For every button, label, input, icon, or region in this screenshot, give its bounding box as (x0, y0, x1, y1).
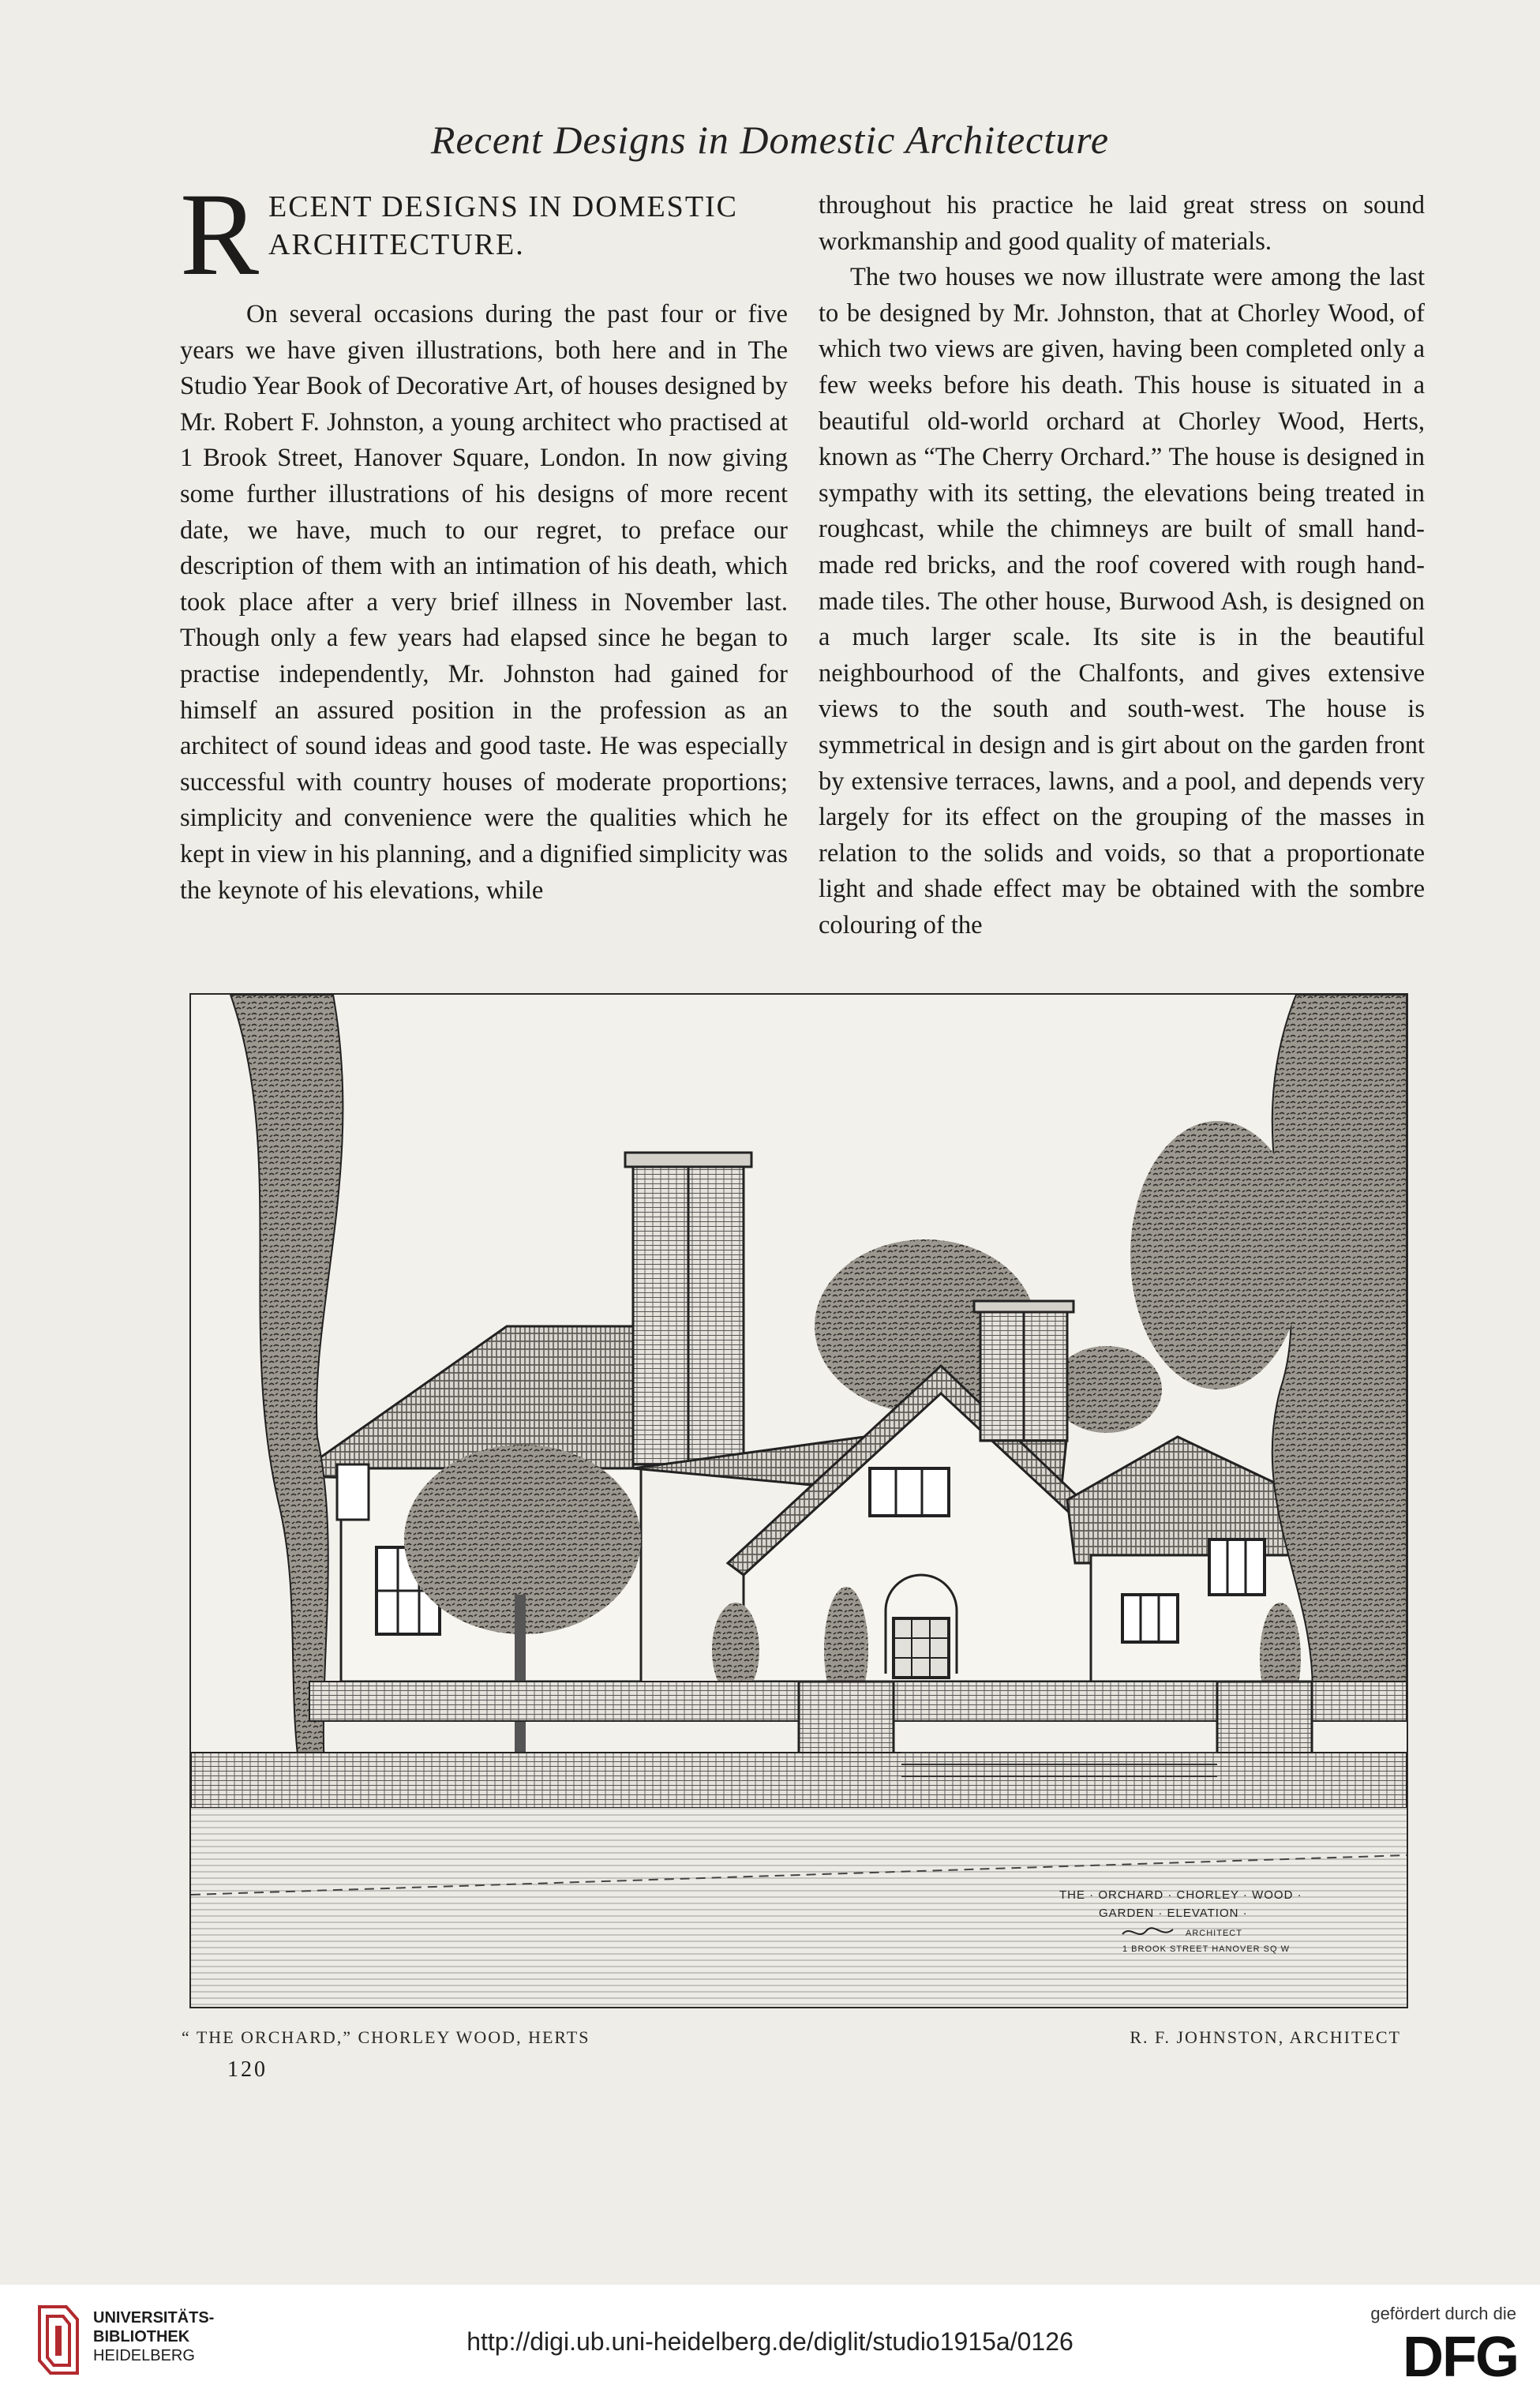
inscription-address: 1 BROOK STREET HANOVER SQ W (1122, 1944, 1290, 1954)
body-paragraph: The two houses we now illustrate were among the last to be designed by Mr. Johnston, that at Chorley Wood, of which two views are given, having been completed only a few weeks before his death. This house is situated in a beautiful old-world orchard at Chorley Wood, Herts, known as “The Cherry Orchard.” The house is designed in sympathy with its setting, the elevations being treated in roughcast, while the chimneys are built of small hand-made red bricks, and the roof covered with rough hand-made tiles. The other house, Burwood Ash, is designed on a much larger scale. Its site is in the beautiful neighbourhood of the Chalfonts, and gives extensive views to the south and south-west. The house is symmetrical in design and is girt about on the garden front by extensive terraces, lawns, and a pool, and depends very largely for its effect on the grouping of the masses in relation to the solids and voids, so that a proportionate light and shade effect may be obtained with the sombre colouring of the (819, 263, 1425, 939)
drop-cap: R (180, 169, 260, 300)
house-illustration (189, 993, 1408, 2008)
library-name-line: BIBLIOTHEK (93, 2328, 190, 2345)
left-column (180, 169, 788, 909)
inscription-subtitle: GARDEN · ELEVATION · (1099, 1907, 1248, 1920)
article-title-line-1: ECENT DESIGNS IN DOMESTIC (268, 190, 739, 223)
dfg-logo: DFG (1403, 2326, 1518, 2389)
chimney-left (625, 1153, 751, 1464)
body-paragraph: On several occasions during the past four or five years we have given illustrations, both here and in The Studio Year Book of Decorative Art, of houses designed by Mr. Robert F. Johnston, a young architect who practised at 1 Brook Street, Hanover Square, London. In now giving some further illustrations of his designs of more recent date, we have, much to our regret, to preface our description of them with an intimation of his death, which took place after a very brief illness in November last. Though only a few years had elapsed since he began to practise independently, Mr. Johnston had gained for himself an assured position in the profession as an architect of sound ideas and good taste. He was especially successful with country houses of moderate proportions; simplicity and convenience were the qualities which he kept in view in his planning, and a dignified simplicity was the keynote of his elevations, while (180, 300, 788, 905)
chimney-right (974, 1301, 1074, 1441)
inscription-title: THE · ORCHARD · CHORLEY · WOOD · (1059, 1888, 1302, 1902)
right-column (819, 188, 1425, 943)
article-heading (180, 169, 788, 300)
page-number: 120 (227, 2057, 268, 2082)
permalink-url[interactable]: http://digi.ub.uni-heidelberg.de/diglit/studio1915a/0126 (466, 2327, 1074, 2356)
body-paragraph: throughout his practice he laid great stress on sound workmanship and good quality of materials. (819, 191, 1425, 256)
article-title-line-2: ARCHITECTURE. (268, 228, 525, 261)
library-name-line: UNIVERSITÄTS- (93, 2309, 215, 2327)
illustration-caption: “ THE ORCHARD,” CHORLEY WOOD, HERTS (182, 2027, 590, 2047)
funding-label: gefördert durch die (1370, 2304, 1516, 2323)
illustration-credit: R. F. JOHNSTON, ARCHITECT (1130, 2027, 1401, 2047)
inscription-architect: ARCHITECT (1186, 1929, 1242, 1938)
library-name-line: HEIDELBERG (93, 2347, 195, 2364)
running-head: Recent Designs in Domestic Architecture (430, 118, 1110, 162)
digitization-footer (0, 2285, 1540, 2396)
house-drawing (191, 995, 1407, 2007)
